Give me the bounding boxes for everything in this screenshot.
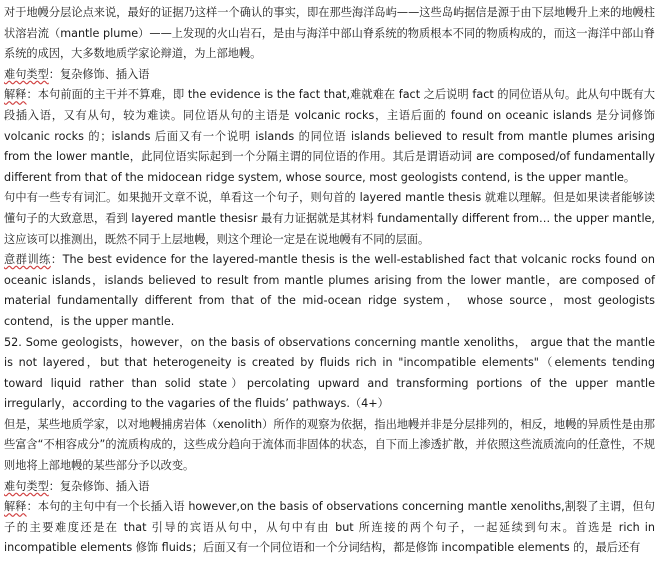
sentence-type-1: 难句类型：复杂修饰、插入语 xyxy=(4,67,150,81)
explanation-label: 解释 xyxy=(4,500,27,514)
vocabulary-note: 句中有一些专有词汇。如果抛开文章不说，单看这一个句子，则句首的 layered mantle thesis 就难以理解。但是如果读者能够读懂句子的大致意思，看到 layered mantle thesisr 最有力证据就是其材料 fundamentally different from… the upper mantle,这应该可以推测出，既然不同于上层地幔，则这个理论一定是在说地幔有不同的层面。 xyxy=(4,191,655,246)
explanation-2: 解释：本句的主句中有一个长插入语 however,on the basis of observations concerning mantle xenoliths,割裂了主谓，但句子的主要难度还是在 that 引导的宾语从句中，从句中有由 but 所连接的两个句子，一起延续到句末。首选是 rich in incompatible elements 修饰 fluids；后面又有一个同位语和一个分词结构，都是修饰 incompatible elements 的，最后还有 xyxy=(4,500,655,555)
sense-group-label: 意群训练 xyxy=(4,253,51,267)
intro-translation: 对于地幔分层论点来说，最好的证据乃这样一个确认的事实，即在那些海洋岛屿——这些岛屿据信是源于由下层地幔升上来的地幔柱状溶岩流（mantle plume）——上发现的火山岩石，是由与海洋中部山脊系统的物质根本不同的物质构成的，而这一海洋中部山脊系统的成因，大多数地质学家论辩道，为上部地幔。 xyxy=(4,6,655,61)
document-page xyxy=(4,3,655,559)
translation-52: 但是，某些地质学家，以对地幔捕虏岩体（xenolith）所作的观察为依据，指出地幔并非是分层排列的，相反，地幔的异质性是由那些富含“不相容成分”的流质构成的，这些成分趋向于流体而非固体的状态，自下而上渗透扩散，并依照这些流质流向的任意性，不规则地将上部地幔的某些部分予以改变。 xyxy=(4,417,655,473)
explanation-label: 解释 xyxy=(4,88,27,102)
sentence-type-label: 难句类型 xyxy=(4,67,49,81)
explanation-1: 解释：本句前面的主干并不算难，即 the evidence is the fact that,难就难在 fact 之后说明 fact 的同位语从句。此从句中既有大段插入语，又有从句，较为难读。同位语从句的主语是 volcanic rocks，主语后面的 found on oceanic islands 是分词修饰 volcanic rocks 的；islands 后面又有一个说明 islands 的同位语 islands believed to result from mantle plumes arising from the lower mantle，此同位语实际起到一个分隔主谓的同位语的作用。其后是谓语动词 are composed/of fundamentally different from that of the midocean ridge system, whose source, most geologists contend, is the upper mantle。 xyxy=(4,88,655,184)
sentence-type-2: 难句类型：复杂修饰、插入语 xyxy=(4,479,150,493)
sentence-type-label: 难句类型 xyxy=(4,479,49,493)
sense-group-training: 意群训练：The best evidence for the layered-mantle thesis is the well-established fact that volcanic rocks found on oceanic islands，islands believed to result from mantle plumes arising from the lower mantle，are composed of material fundamentally different from that of the mid-ocean ridge system， whose source，most geologists contend，is the upper mantle. xyxy=(4,253,655,328)
sentence-52: 52. Some geologists，however，on the basis of observations concerning mantle xenoliths， argue that the mantle is not layered，but that heterogeneity is created by fluids rich in "incompatible elements"（elements tending toward liquid rather than solid state）percolating upward and transforming portions of the upper mantle irregularly，according to the vagaries of the fluids’ pathways.（4+） xyxy=(4,335,655,411)
